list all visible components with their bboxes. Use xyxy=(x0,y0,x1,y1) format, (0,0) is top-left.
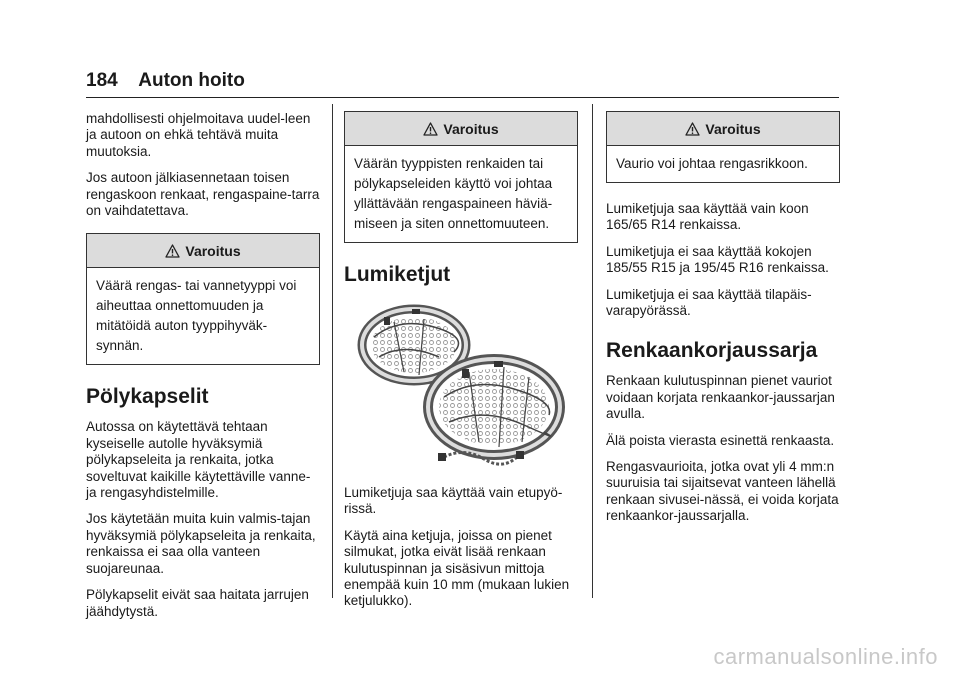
paragraph: Käytä aina ketjuja, joissa on pienet silmukat, jotka eivät lisää renkaan kulutuspinnan ja sisäsivun mittoja enempää kuin 10 mm (mukaan lukien ketjulukko). xyxy=(344,527,570,609)
warning-box xyxy=(86,233,320,365)
warning-title: Varoitus xyxy=(185,242,241,259)
section-heading: Pölykapselit xyxy=(86,385,209,409)
column-2 xyxy=(344,111,578,620)
warning-box xyxy=(606,111,840,183)
section-title: Auton hoito xyxy=(138,70,245,91)
paragraph: mahdollisesti ohjelmoitava uudel-leen ja autoon on ehkä tehtävä muita muutoksia. xyxy=(86,111,311,159)
warning-text: Väärä rengas- tai vannetyyppi voi aiheuttaa onnettomuuden ja mitätöidä auton tyyppihyväk-synnän. xyxy=(96,278,297,354)
warning-triangle-icon xyxy=(165,244,180,258)
paragraph: Lumiketjuja ei saa käyttää kokojen 185/55 R15 ja 195/45 R16 renkaissa. xyxy=(606,243,829,276)
warning-title: Varoitus xyxy=(443,120,499,137)
paragraph: Lumiketjuja saa käyttää vain etupyö-rissä. xyxy=(344,485,563,517)
paragraph: Lumiketjuja saa käyttää vain koon 165/65 R14 renkaissa. xyxy=(606,201,809,233)
paragraph: Renkaan kulutuspinnan pienet vauriot voidaan korjata renkaankor-jaussarjan avulla. xyxy=(606,373,835,422)
section-heading: Renkaankorjaussarja xyxy=(606,339,818,363)
warning-box xyxy=(344,111,578,243)
paragraph: Lumiketjuja ei saa käyttää tilapäis-varapyörässä. xyxy=(606,286,812,319)
warning-header xyxy=(345,112,577,146)
warning-header xyxy=(87,234,319,268)
paragraph: Jos autoon jälkiasennetaan toisen rengaskoon renkaat, rengaspaine-tarra on vaihdatettava. xyxy=(86,170,320,219)
paragraph: Jos käytetään muita kuin valmis-tajan hyväksymiä pölykapseleita ja renkaita, renkaissa ei saa olla vanteen suojareunaa. xyxy=(86,511,316,576)
warning-text: Vaurio voi johtaa rengasrikkoon. xyxy=(616,156,808,171)
column-3 xyxy=(606,111,840,535)
paragraph: Pölykapselit eivät saa haitata jarrujen jäähdytystä. xyxy=(86,587,309,619)
snow-chain-right xyxy=(428,359,560,455)
column-divider-1 xyxy=(332,104,333,598)
warning-title: Varoitus xyxy=(705,120,761,137)
warning-text: Väärän tyyppisten renkaiden tai pölykapseleiden käyttö voi johtaa yllättävään rengaspaineen häviä-miseen ja siten onnettomuuteen. xyxy=(354,156,553,231)
header-rule xyxy=(86,97,839,98)
paragraph: Rengasvaurioita, jotka ovat yli 4 mm:n suuruisia tai sijaitsevat vanteen lähellä renkaan sivusei-nässä, ei voida korjata renkaankor-jaussarjalla. xyxy=(606,459,839,524)
column-1 xyxy=(86,111,320,630)
column-divider-2 xyxy=(592,104,593,598)
page-header xyxy=(86,70,245,92)
warning-triangle-icon xyxy=(423,122,438,136)
warning-triangle-icon xyxy=(685,122,700,136)
page-number: 184 xyxy=(86,70,118,91)
watermark: carmanualsonline.info xyxy=(713,644,938,669)
section-heading: Lumiketjut xyxy=(344,263,451,286)
paragraph: Autossa on käytettävä tehtaan kyseiselle autolle hyväksymiä pölykapseleita ja renkaita, jotka soveltuvat kaikille käytettäville vanne- ja rengasyhdistelmille. xyxy=(86,419,311,501)
paragraph: Älä poista vierasta esinettä renkaasta. xyxy=(606,432,835,448)
snow-chain-illustration xyxy=(344,297,578,477)
warning-header xyxy=(607,112,839,146)
